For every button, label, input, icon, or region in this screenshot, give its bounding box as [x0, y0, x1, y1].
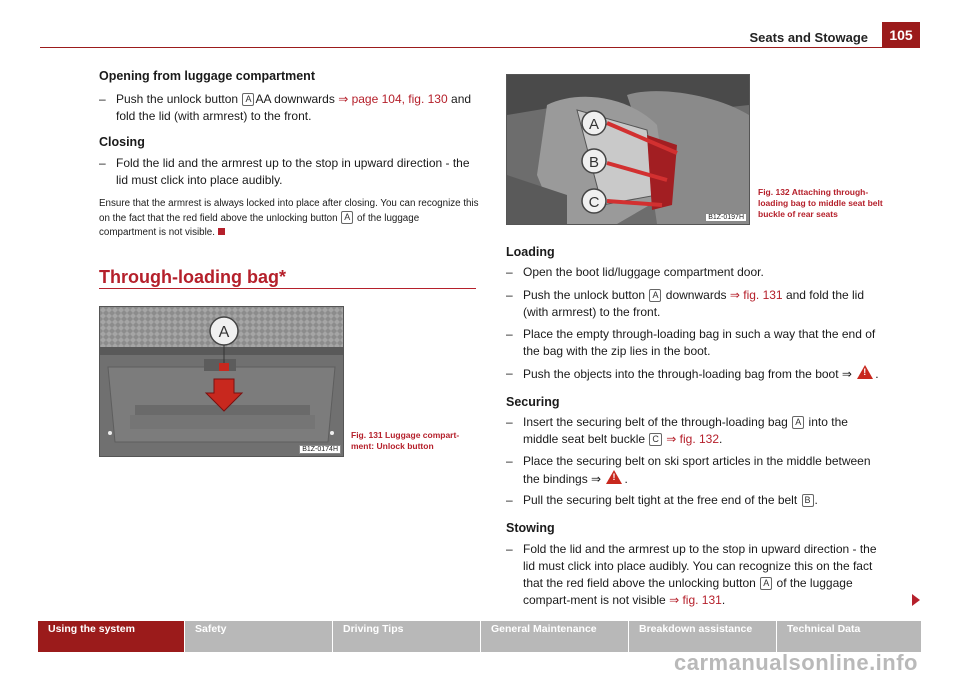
figure-label-b: B	[588, 154, 600, 171]
rear-seat-illustration	[507, 75, 749, 224]
figure-132-image	[506, 74, 750, 225]
loading-step-2: – Push the unlock button A downwards ⇒ fig. 131 and fold the lid (with armrest) to the front.	[506, 288, 865, 319]
note-text: Ensure that the armrest is always locked into place after closing. You can recognize this on the fact that the red field above the unlocking button	[99, 198, 479, 224]
badge-a: A	[792, 416, 804, 429]
loading-step-3: – Place the empty through-loading bag in such a way that the end of the bag with the zip lies in the boot.	[506, 326, 884, 360]
cross-reference-link[interactable]: ⇒ page 104, fig. 130	[338, 92, 448, 106]
badge-c: C	[649, 433, 662, 446]
opening-step-1: – Push the unlock button A AA downwards ⇒ page 104, fig. 130 and fold the lid (with armrest) to the front.	[99, 92, 472, 123]
loading-heading: Loading	[506, 245, 555, 259]
figure-code: B1Z-0174H	[299, 445, 341, 454]
footer-tab-breakdown-assistance[interactable]: Breakdown assistance	[629, 621, 776, 652]
securing-step-1: – Insert the securing belt of the through-loading bag A into the middle seat belt buckle C ⇒ fig. 132.	[506, 415, 848, 446]
badge-a: A	[649, 289, 661, 302]
securing-step-2: – Place the securing belt on ski sport articles in the middle between the bindings ⇒ ! .	[506, 453, 884, 488]
figure-code: B1Z-0197H	[705, 213, 747, 222]
note-text: of the luggage compartment is not visible.	[99, 213, 420, 238]
cross-reference-link[interactable]: ⇒ fig. 131	[669, 593, 722, 607]
watermark: carmanualsonline.info	[674, 650, 918, 675]
figure-label-c: C	[588, 194, 600, 211]
armrest-note	[99, 197, 479, 240]
section-rule	[99, 288, 476, 289]
securing-heading: Securing	[506, 395, 560, 409]
loading-step-1: – Open the boot lid/luggage compartment door.	[506, 264, 884, 281]
footer-tab-using-the-system[interactable]: Using the system	[38, 621, 184, 652]
step-text: Pull the securing belt tight at the free end of the belt	[523, 493, 798, 507]
loading-step-4: – Push the objects into the through-loading bag from the boot ⇒ ! .	[506, 365, 884, 383]
figure-131-image	[99, 306, 344, 457]
securing-step-3: – Pull the securing belt tight at the free end of the belt B .	[506, 493, 818, 507]
step-text: Push the unlock button	[116, 92, 239, 106]
warning-icon[interactable]	[857, 365, 873, 379]
cross-reference-link[interactable]: ⇒ fig. 131	[729, 288, 783, 302]
next-page-arrow-icon[interactable]	[912, 594, 920, 606]
running-header-title: Seats and Stowage	[749, 30, 868, 45]
footer-tab-general-maintenance[interactable]: General Maintenance	[481, 621, 628, 652]
section-end-mark	[218, 228, 225, 235]
cross-reference-link[interactable]: ⇒ fig. 132	[666, 432, 720, 446]
closing-heading: Closing	[99, 135, 145, 149]
step-text: Fold the lid and the armrest up to the stop in upward direction - the lid must click into place audibly.	[116, 156, 470, 187]
luggage-compartment-illustration	[100, 307, 343, 456]
step-text: Fold the lid and the armrest up to the stop in upward direction - the lid must click into place audibly. You can recognize this on the fact that the red field above the unlocking button	[523, 542, 877, 590]
step-text: Insert the securing belt of the through-loading bag	[523, 415, 788, 429]
step-text: and fold the lid (with armrest) to the front.	[116, 92, 472, 123]
footer-tab-driving-tips[interactable]: Driving Tips	[333, 621, 480, 652]
footer-tab-technical-data[interactable]: Technical Data	[777, 621, 921, 652]
warning-icon[interactable]	[606, 470, 622, 484]
page-number: 105	[882, 22, 920, 48]
footer-tab-safety[interactable]: Safety	[185, 621, 332, 652]
badge-a: A	[242, 93, 254, 106]
footer-navigation	[38, 621, 922, 652]
step-text: Open the boot lid/luggage compartment door.	[523, 265, 764, 279]
closing-step-1: – Fold the lid and the armrest up to the stop in upward direction - the lid must click into place audibly.	[99, 155, 479, 189]
badge-b: B	[802, 494, 814, 507]
step-text: downwards	[274, 92, 335, 106]
step-text: and fold the lid (with armrest) to the front.	[523, 288, 865, 319]
header-rule	[40, 47, 920, 48]
badge-a: A	[341, 211, 353, 224]
step-text: of the luggage compart-ment is not visible	[523, 576, 853, 607]
figure-132-caption: Fig. 132 Attaching through-loading bag to middle seat belt buckle of rear seats	[758, 187, 883, 219]
badge-a: A	[760, 577, 772, 590]
step-text: Push the objects into the through-loading bag from the boot ⇒	[523, 367, 852, 381]
opening-heading: Opening from luggage compartment	[99, 69, 315, 83]
section-title: Through-loading bag*	[99, 267, 286, 287]
figure-label-a: A	[218, 324, 230, 341]
stowing-step-1: – Fold the lid and the armrest up to the stop in upward direction - the lid must click into place audibly. You can recognize this on the fact that the red field above the unlocking button A of the luggage compart-ment is not visible ⇒ fig. 131.	[506, 542, 877, 607]
step-text: Place the securing belt on ski sport articles in the middle between the bindings ⇒	[523, 454, 871, 486]
step-text: Place the empty through-loading bag in such a way that the end of the bag with the zip lies in the boot.	[523, 327, 876, 358]
figure-label-a: A	[588, 116, 600, 133]
step-text: Push the unlock button	[523, 288, 646, 302]
step-text: downwards	[665, 288, 727, 302]
step-text: into the middle seat belt buckle	[523, 415, 848, 446]
figure-131-caption: Fig. 131 Luggage compart-ment: Unlock button	[351, 430, 460, 451]
stowing-heading: Stowing	[506, 521, 555, 535]
